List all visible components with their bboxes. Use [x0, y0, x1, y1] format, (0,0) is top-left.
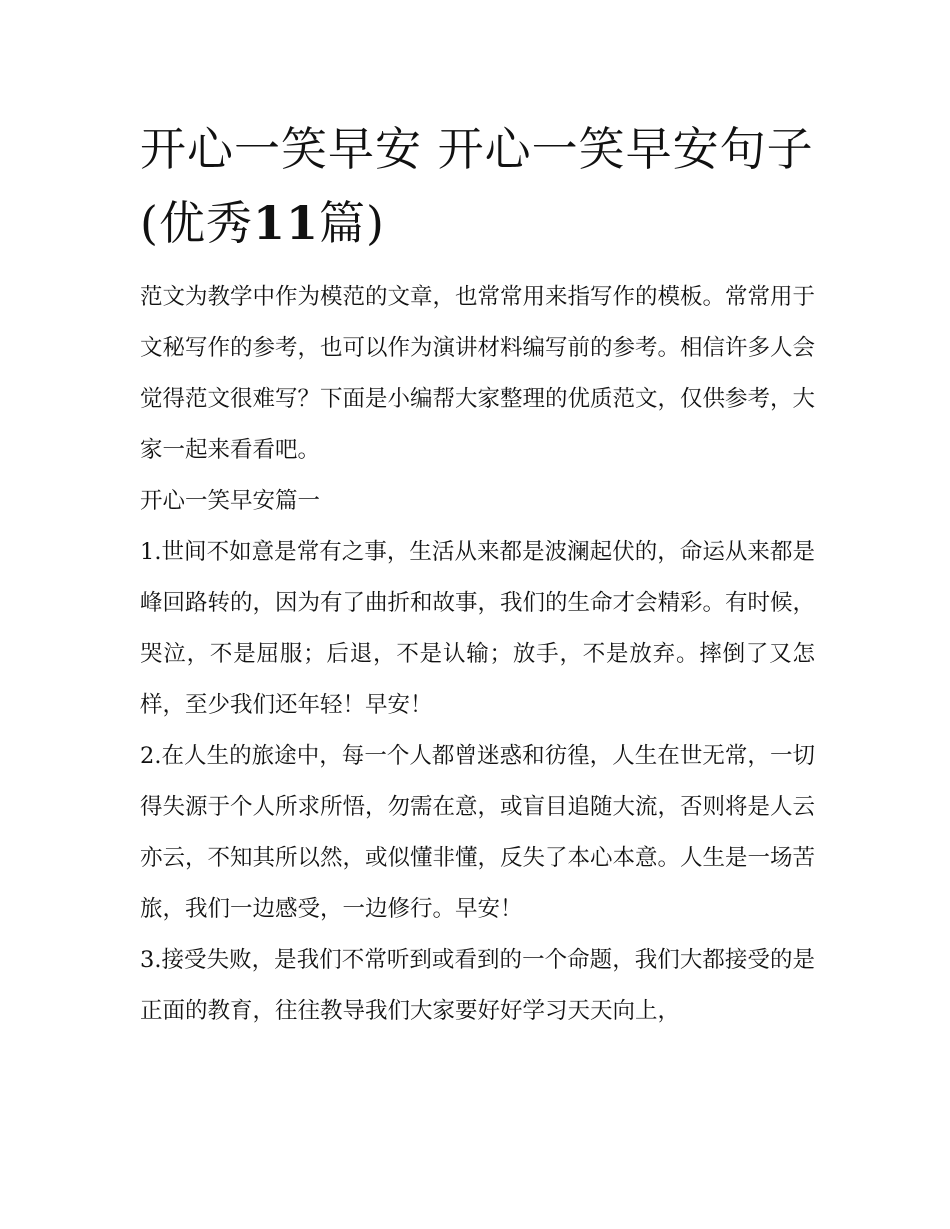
section-heading: 开心一笑早安篇一	[140, 488, 321, 514]
list-item: 3.接受失败，是我们不常听到或看到的一个命题，我们大都接受的是正面的教育，往往教导我们大家要好好学习天天向上，	[140, 947, 815, 1024]
title-text-part2: 篇)	[318, 196, 385, 250]
title-text-part1: 开心一笑早安 开心一笑早安句子(优秀	[140, 122, 814, 250]
document-title	[140, 112, 815, 260]
intro-paragraph: 范文为教学中作为模范的文章，也常常用来指写作的模板。常常用于文秘写作的参考，也可以作为演讲材料编写前的参考。相信许多人会觉得范文很难写？下面是小编帮大家整理的优质范文，仅供参考，大家一起来看看吧。	[140, 284, 816, 463]
title-count: 11	[252, 196, 319, 250]
list-item: 1.世间不如意是常有之事，生活从来都是波澜起伏的，命运从来都是峰回路转的，因为有了曲折和故事，我们的生命才会精彩。有时候，哭泣，不是屈服；后退，不是认输；放手，不是放弃。摔倒了又怎样，至少我们还年轻！早安！	[140, 539, 816, 718]
document-body	[140, 272, 815, 1037]
document-page	[140, 112, 815, 1037]
list-item: 2.在人生的旅途中，每一个人都曾迷惑和彷徨，人生在世无常，一切得失源于个人所求所悟，勿需在意，或盲目追随大流，否则将是人云亦云，不知其所以然，或似懂非懂，反失了本心本意。人生是一场苦旅，我们一边感受，一边修行。早安！	[140, 743, 816, 922]
